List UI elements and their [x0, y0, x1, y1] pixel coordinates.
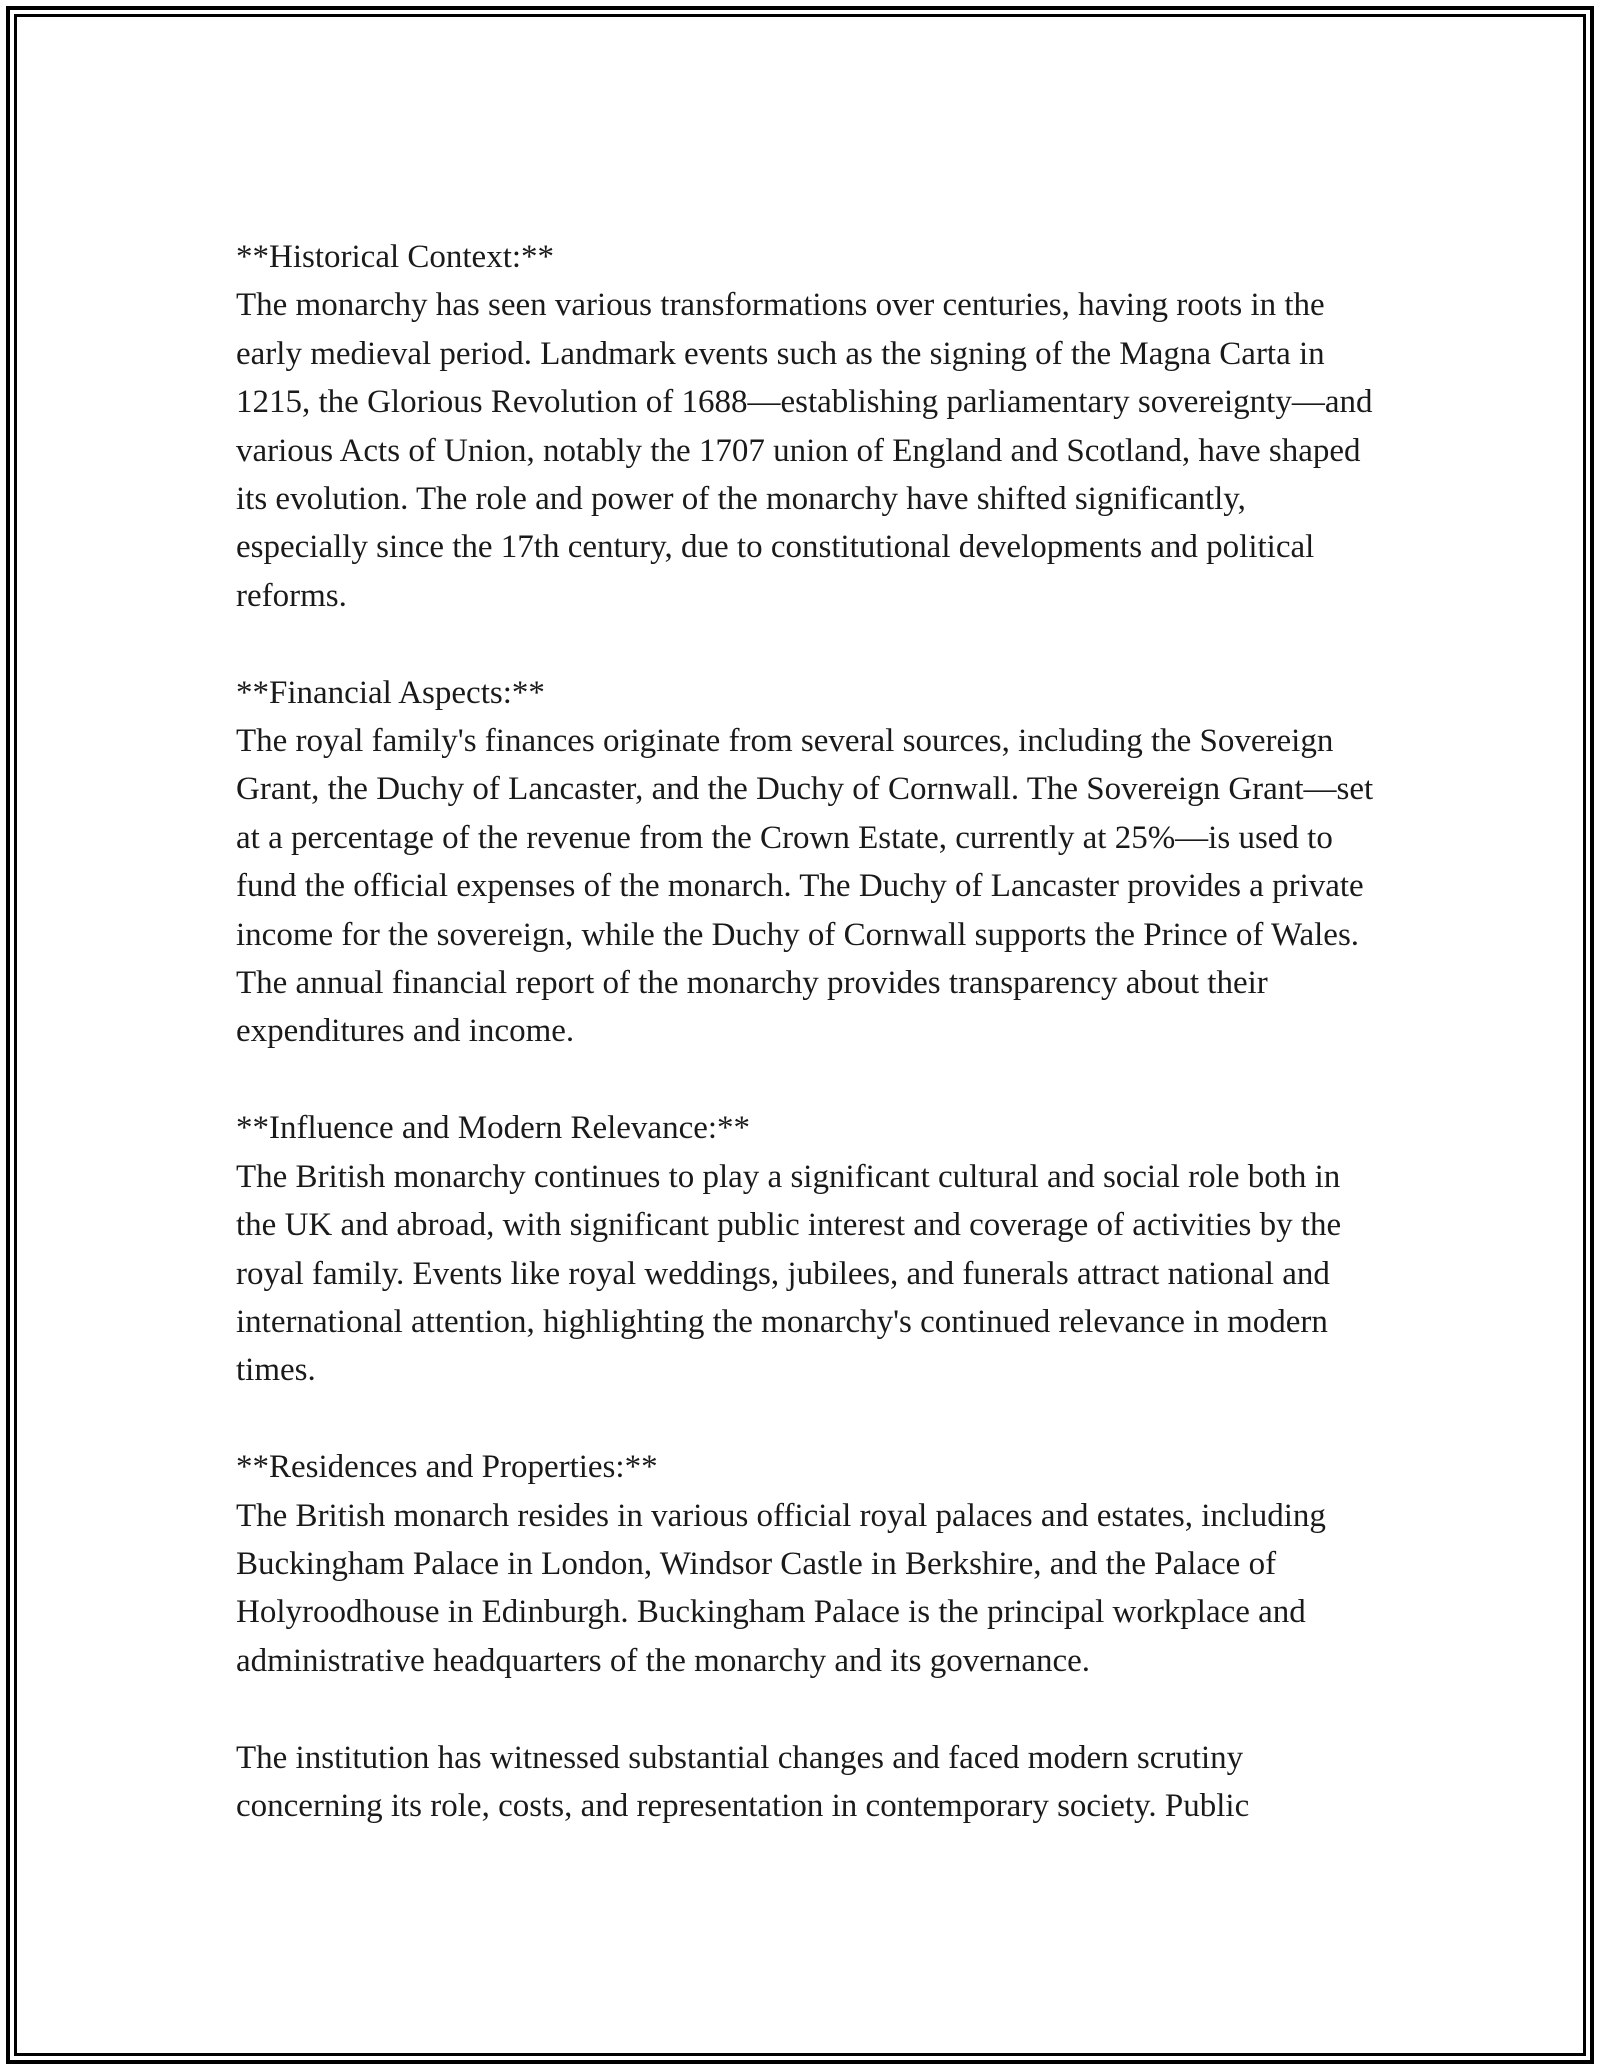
- section-heading: **Influence and Modern Relevance:**: [236, 1110, 751, 1147]
- section-paragraph: The royal family's finances originate from several sources, including the Sovereign Grant, the Duchy of Lancaster, and the Duchy of Cornwall. The Sovereign Grant—set at a percentage of the revenue from the Crown Estate, currently at 25%—is used to fund the official expenses of the monarch. The Duchy of Lancaster provides a private income for the sovereign, while the Duchy of Cornwall supports the Prince of Wales. The annual financial report of the monarchy provides transparency about their expenditures and income.: [236, 723, 1374, 1050]
- document-body: [236, 233, 1376, 1830]
- section-historical-context: [236, 233, 1376, 620]
- section-heading: **Financial Aspects:**: [236, 674, 545, 711]
- section-paragraph: The British monarchy continues to play a significant cultural and social role both in the UK and abroad, with significant public interest and coverage of activities by the royal family. Events like royal weddings, jubilees, and funerals attract national and international attention, highlighting the monarchy's continued relevance in modern times.: [236, 1158, 1342, 1389]
- section-heading: **Historical Context:**: [236, 239, 555, 275]
- section-residences-properties: [236, 1443, 1376, 1685]
- section-heading: **Residences and Properties:**: [236, 1449, 658, 1486]
- section-influence-modern-relevance: [236, 1104, 1376, 1394]
- closing-paragraph: The institution has witnessed substantial changes and faced modern scrutiny concerning its role, costs, and representation in contemporary society. Public: [236, 1739, 1250, 1824]
- section-paragraph: The British monarch resides in various official royal palaces and estates, including Buckingham Palace in London, Windsor Castle in Berkshire, and the Palace of Holyroodhouse in Edinburgh. Buckingham Palace is the principal workplace and administrative headquarters of the monarchy and its governance.: [236, 1497, 1326, 1679]
- section-paragraph: The monarchy has seen various transformations over centuries, having roots in the early medieval period. Landmark events such as the signing of the Magna Carta in 1215, the Glorious Revolution of 1688—establishing parliamentary sovereignty—and various Acts of Union, notably the 1707 union of England and Scotland, have shaped its evolution. The role and power of the monarchy have shifted significantly, especially since the 17th century, due to constitutional developments and political reforms.: [236, 287, 1373, 614]
- section-financial-aspects: [236, 669, 1376, 1056]
